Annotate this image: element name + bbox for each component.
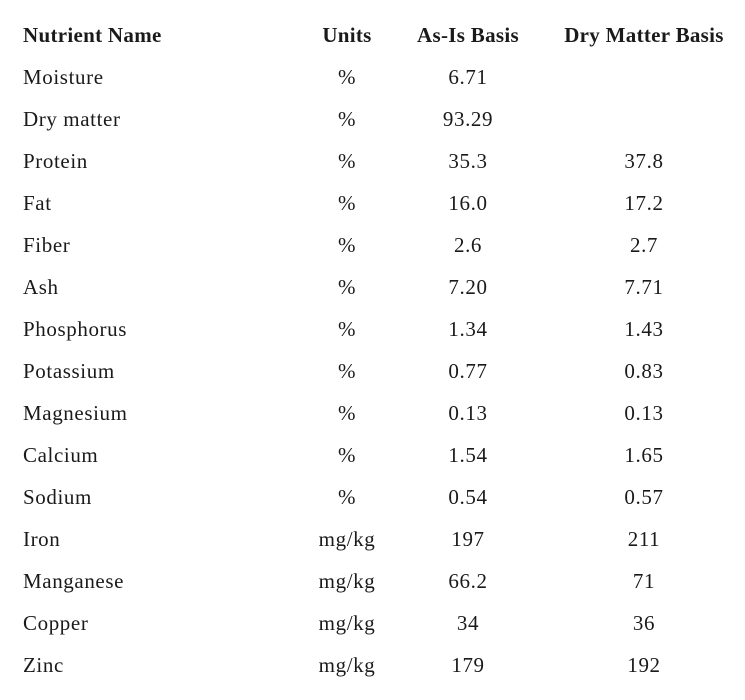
dry-matter-value: 1.65	[624, 443, 664, 467]
as-is-value: 197	[451, 527, 485, 551]
table-row	[0, 308, 745, 350]
header-dry-matter-basis: Dry Matter Basis	[564, 23, 724, 47]
as-is-value: 1.34	[448, 317, 488, 341]
table-row	[0, 518, 745, 560]
nutrient-name: Manganese	[23, 569, 125, 593]
nutrient-units: %	[337, 149, 357, 173]
nutrient-name: Moisture	[23, 65, 104, 89]
table-row	[0, 98, 745, 140]
nutrient-units: %	[337, 275, 357, 299]
table-row	[0, 644, 745, 686]
nutrient-units: %	[337, 443, 357, 467]
as-is-value: 2.6	[453, 233, 483, 257]
dry-matter-value: 192	[627, 653, 661, 677]
nutrient-units: mg/kg	[318, 653, 376, 677]
dry-matter-value: 7.71	[624, 275, 664, 299]
nutrient-units: mg/kg	[318, 527, 376, 551]
nutrient-name: Iron	[23, 527, 61, 551]
dry-matter-value: 0.13	[624, 401, 664, 425]
table-row	[0, 434, 745, 476]
nutrient-name: Copper	[23, 611, 89, 635]
nutrient-units: %	[337, 317, 357, 341]
table-row	[0, 266, 745, 308]
nutrient-name: Phosphorus	[23, 317, 128, 341]
as-is-value: 7.20	[448, 275, 488, 299]
dry-matter-value: 71	[632, 569, 656, 593]
table-row	[0, 476, 745, 518]
nutrient-name: Magnesium	[23, 401, 128, 425]
nutrient-name: Zinc	[23, 653, 64, 677]
nutrient-name: Calcium	[23, 443, 99, 467]
as-is-value: 16.0	[448, 191, 488, 215]
nutrient-name: Dry matter	[23, 107, 121, 131]
dry-matter-value: 17.2	[624, 191, 664, 215]
nutrient-units: %	[337, 401, 357, 425]
as-is-value: 6.71	[448, 65, 488, 89]
table-row	[0, 602, 745, 644]
as-is-value: 1.54	[448, 443, 488, 467]
table-row	[0, 140, 745, 182]
nutrient-name: Fat	[23, 191, 52, 215]
table-header-row	[0, 14, 745, 56]
table-row	[0, 56, 745, 98]
table-row	[0, 560, 745, 602]
dry-matter-value: 2.7	[629, 233, 659, 257]
table-row	[0, 224, 745, 266]
as-is-value: 0.54	[448, 485, 488, 509]
dry-matter-value: 36	[632, 611, 656, 635]
nutrient-units: %	[337, 233, 357, 257]
nutrient-units: %	[337, 107, 357, 131]
nutrient-name: Potassium	[23, 359, 115, 383]
nutrient-name: Fiber	[23, 233, 71, 257]
nutrient-units: %	[337, 485, 357, 509]
nutrient-units: mg/kg	[318, 569, 376, 593]
table-row	[0, 392, 745, 434]
as-is-value: 93.29	[442, 107, 494, 131]
dry-matter-value: 0.83	[624, 359, 664, 383]
as-is-value: 35.3	[448, 149, 488, 173]
nutrient-units: %	[337, 191, 357, 215]
nutrient-name: Sodium	[23, 485, 92, 509]
nutrient-table	[0, 14, 745, 686]
as-is-value: 34	[456, 611, 480, 635]
header-units: Units	[322, 23, 372, 47]
nutrient-units: %	[337, 359, 357, 383]
as-is-value: 66.2	[448, 569, 488, 593]
nutrient-units: %	[337, 65, 357, 89]
as-is-value: 0.13	[448, 401, 488, 425]
dry-matter-value: 211	[627, 527, 661, 551]
header-nutrient-name: Nutrient Name	[23, 23, 162, 47]
as-is-value: 179	[451, 653, 485, 677]
as-is-value: 0.77	[448, 359, 488, 383]
header-as-is-basis: As-Is Basis	[417, 23, 519, 47]
dry-matter-value: 1.43	[624, 317, 664, 341]
table-row	[0, 182, 745, 224]
dry-matter-value: 0.57	[624, 485, 664, 509]
table-row	[0, 350, 745, 392]
dry-matter-value: 37.8	[624, 149, 664, 173]
nutrient-name: Ash	[23, 275, 59, 299]
nutrient-units: mg/kg	[318, 611, 376, 635]
nutrient-name: Protein	[23, 149, 88, 173]
